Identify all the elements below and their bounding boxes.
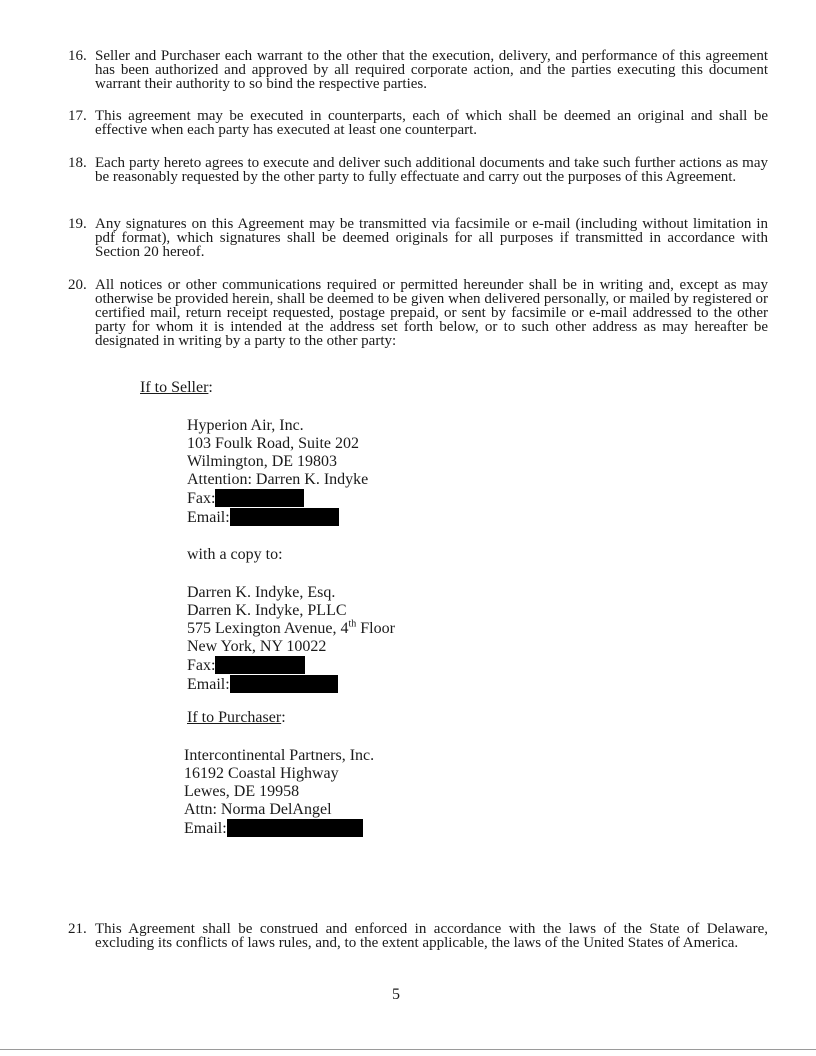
clause-20 <box>68 278 768 348</box>
clause-number: 19. <box>68 216 87 232</box>
redaction-bar <box>215 489 304 507</box>
purchaser-email: Email: <box>184 819 374 838</box>
clause-18 <box>68 156 768 184</box>
clause-19 <box>68 217 768 259</box>
clause-text: Seller and Purchaser each warrant to the other that the execution, delivery, and performance of this agreement has been authorized and approved by all required corporate action, and the parties executing this document warrant their authority to so bind the respective parties. <box>95 48 768 92</box>
seller-email: Email: <box>187 508 368 527</box>
page-number: 5 <box>392 986 400 1003</box>
purchaser-name: Intercontinental Partners, Inc. <box>184 747 375 764</box>
copy-intro: with a copy to: <box>187 546 283 563</box>
copy-street: 575 Lexington Avenue, 4th Floor <box>187 618 395 637</box>
clause-number: 16. <box>68 48 87 64</box>
copy-city: New York, NY 10022 <box>187 638 327 655</box>
purchaser-attention: Attn: Norma DelAngel <box>184 801 332 818</box>
page-bottom-divider <box>0 1049 816 1050</box>
seller-name: Hyperion Air, Inc. <box>187 417 304 434</box>
seller-city: Wilmington, DE 19803 <box>187 453 338 470</box>
redaction-bar <box>227 819 363 837</box>
copy-address-block <box>187 584 395 694</box>
clause-text: All notices or other communications required or permitted hereunder shall be in writing and, except as may otherwise be provided herein, shall be deemed to be given when delivered personally, or mailed by registered or certified mail, return receipt requested, postage prepaid, or sent by facsimile or e-mail addressed to the other party for whom it is intended at the address set forth below, or to such other address as may hereafter be designated in writing by a party to the other party: <box>95 277 768 349</box>
seller-fax: Fax: <box>187 489 368 508</box>
clause-text: Any signatures on this Agreement may be transmitted via facsimile or e-mail (including without limitation in pdf format), which signatures shall be deemed originals for all purposes if transmitted in accordance with Section 20 hereof. <box>95 216 768 260</box>
copy-fax: Fax: <box>187 656 395 675</box>
seller-attention: Attention: Darren K. Indyke <box>187 471 369 488</box>
copy-name: Darren K. Indyke, Esq. <box>187 584 336 601</box>
redaction-bar <box>215 656 305 674</box>
seller-address-block <box>187 417 368 527</box>
copy-firm: Darren K. Indyke, PLLC <box>187 602 347 619</box>
purchaser-heading-label: If to Purchaser <box>187 709 282 726</box>
purchaser-city: Lewes, DE 19958 <box>184 783 300 800</box>
clause-number: 21. <box>68 921 87 937</box>
purchaser-street: 16192 Coastal Highway <box>184 765 339 782</box>
clause-16 <box>68 49 768 91</box>
clause-number: 18. <box>68 155 87 171</box>
seller-heading-label: If to Seller <box>140 379 209 396</box>
clause-17 <box>68 109 768 137</box>
copy-email: Email: <box>187 675 395 694</box>
purchaser-heading: If to Purchaser: <box>187 709 286 726</box>
seller-street: 103 Foulk Road, Suite 202 <box>187 435 360 452</box>
clause-number: 17. <box>68 108 87 124</box>
clause-number: 20. <box>68 277 87 293</box>
clause-text: Each party hereto agrees to execute and deliver such additional documents and take such further actions as may be reasonably requested by the other party to fully effectuate and carry out the purposes of this Agreement. <box>95 155 768 185</box>
seller-heading: If to Seller: <box>140 379 213 396</box>
redaction-bar <box>230 508 339 526</box>
clause-21 <box>68 922 768 950</box>
purchaser-address-block <box>184 747 374 838</box>
clause-text: This agreement may be executed in counterparts, each of which shall be deemed an original and shall be effective when each party has executed at least one counterpart. <box>95 108 768 138</box>
redaction-bar <box>230 675 338 693</box>
clause-text: This Agreement shall be construed and enforced in accordance with the laws of the State of Delaware, excluding its conflicts of laws rules, and, to the extent applicable, the laws of the United States of America. <box>95 921 768 951</box>
